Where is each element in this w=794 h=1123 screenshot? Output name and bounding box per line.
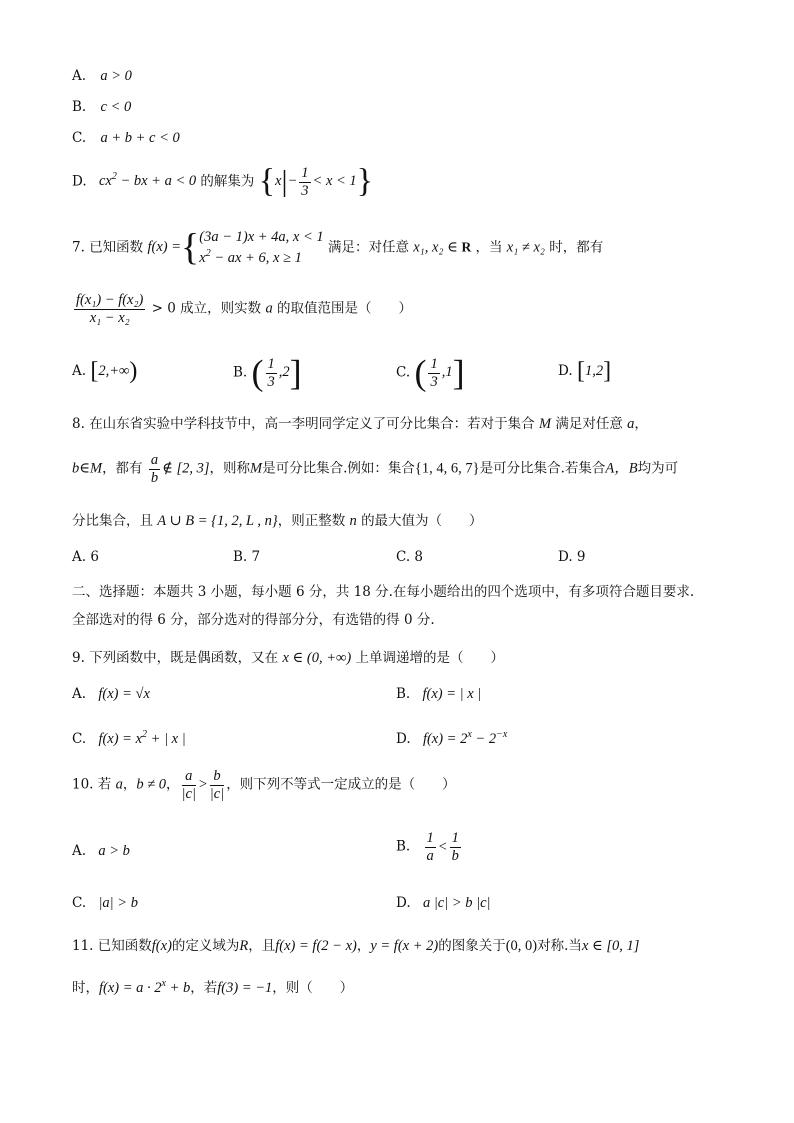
q10-option-b-expr: $\frac{1}{a}$ < $\frac{1}{b}$ <box>426 830 459 864</box>
q7-stem-line1 <box>72 226 603 270</box>
q8-text-2g: 均为可 <box>637 460 679 477</box>
q11-range: x ∈ [0, 1] <box>581 938 640 954</box>
q7-stem-text-6: 的取值范围是（ ） <box>277 300 412 317</box>
q10-option-d-expr: a |c| > b |c| <box>422 895 491 911</box>
q11-stem-line1 <box>72 934 639 955</box>
q10-text-b: ，则下列不等式一定成立的是（ ） <box>226 776 456 793</box>
q10-option-a <box>72 843 130 860</box>
q10-frac-1: $\frac{a}{|c|}$ <box>181 768 196 802</box>
q6-option-c <box>72 130 180 147</box>
q9-option-b <box>396 686 481 703</box>
q10-stem <box>72 768 456 802</box>
q8-var-n: n <box>349 513 357 529</box>
q8-text-1c: ， <box>634 416 648 432</box>
q8-example-set: {1, 4, 6, 7} <box>414 460 480 477</box>
q11-text-e: 的图象关于 <box>438 938 506 954</box>
q7-option-b-label: B. <box>233 364 248 381</box>
q9-interval: x ∈ (0, +∞) <box>282 650 352 666</box>
q11-text-d: ， <box>356 938 371 954</box>
q7-option-b <box>233 352 302 394</box>
q7-number: 7. <box>72 239 85 256</box>
q11-text-a: 已知函数 <box>97 938 152 954</box>
q6-option-d-text: 的解集为 <box>200 173 255 190</box>
q8-sets-ab: A，B <box>605 460 638 477</box>
q10-option-d-label: D. <box>396 895 411 911</box>
q11-stem-line2 <box>72 976 353 997</box>
q10-frac-2: $\frac{b}{|c|}$ <box>209 768 225 802</box>
q10-option-c <box>72 895 138 912</box>
q8-text-3b: ，则正整数 <box>277 513 346 529</box>
q7-option-c-label: C. <box>396 364 411 381</box>
q8-stem-line2 <box>72 452 678 486</box>
q8-fraction: $\frac{a}{b}$ <box>150 452 159 486</box>
q10-b-ne-0: b ≠ 0 <box>136 776 167 793</box>
q7-reals: R <box>461 239 472 255</box>
q10-option-b-label: B. <box>396 838 411 855</box>
q6-option-c-label: C. <box>72 130 87 146</box>
q6-option-d-label: D. <box>72 173 87 190</box>
q10-option-a-label: A. <box>72 843 87 859</box>
q9-option-d <box>396 729 507 748</box>
q9-option-c-label: C. <box>72 731 87 747</box>
q10-option-a-expr: a > b <box>98 843 130 859</box>
q8-text-2b: ，都有 <box>102 460 143 477</box>
q6-option-a-label: A. <box>72 68 87 84</box>
q6-option-b-label: B. <box>72 99 87 115</box>
q7-option-d-expr: [1,2] <box>576 358 612 384</box>
section2-heading-1: 二、选择题：本题共 3 小题，每小题 6 分，共 18 分.在每小题给出的四个选项中，有多项符合题目要求. <box>72 584 695 600</box>
q8-stem-line1 <box>72 412 648 433</box>
q6-option-b-expr: c < 0 <box>100 99 132 115</box>
q7-condition: x₁ ≠ x₂ <box>506 239 545 256</box>
q9-option-c <box>72 729 186 748</box>
q6-option-c-expr: a + b + c < 0 <box>100 130 180 146</box>
q7-stem-line2 <box>72 292 412 326</box>
q7-option-a <box>72 358 137 385</box>
q7-var-a: a <box>265 300 273 317</box>
q11-text-2a: 时， <box>72 980 99 996</box>
q9-option-d-expr: $f(x) = 2^x - 2^{-x}$ <box>422 729 508 747</box>
q11-text-2c: ，则（ ） <box>272 980 354 996</box>
q9-option-a-label: A. <box>72 686 87 702</box>
q11-eq-1: f(x) = f(2 − x) <box>275 938 357 954</box>
q9-option-a <box>72 686 150 703</box>
q8-b-in-m: b∈M <box>72 460 103 477</box>
q7-option-d <box>558 358 611 385</box>
q10-option-b <box>396 830 463 864</box>
q9-number: 9. <box>72 650 85 666</box>
q9-text-a: 下列函数中，既是偶函数，又在 <box>89 650 279 666</box>
q11-eq-3: $f(x) = a \cdot 2^x + b$ <box>99 978 191 996</box>
q7-stem-text-2: 满足：对任意 <box>327 239 409 256</box>
q11-text-c: ，且 <box>248 938 276 954</box>
q6-option-b <box>72 99 131 116</box>
q10-option-d <box>396 895 491 912</box>
q6-option-d-expr: $cx^2$ − bx + a < 0 <box>98 171 197 190</box>
q7-stem-text-5: > 0 成立，则实数 <box>151 300 262 317</box>
q7-stem-text-4: 时，都有 <box>549 239 604 256</box>
q8-text-1b: 满足对任意 <box>555 416 623 432</box>
q9-option-c-expr: $f(x) = x^2$ + | x | <box>98 729 186 747</box>
q11-point: (0, 0) <box>505 938 538 954</box>
q9-option-b-expr: f(x) = | x | <box>422 686 482 702</box>
q6-option-a <box>72 68 132 85</box>
q8-option-a: A. 6 <box>72 549 99 565</box>
q11-text-b: 的定义域为 <box>171 938 240 954</box>
q11-text-f: 对称.当 <box>537 938 582 954</box>
q10-option-c-label: C. <box>72 895 87 911</box>
q11-text-2b: ，若 <box>190 980 218 996</box>
q11-number: 11. <box>72 938 94 954</box>
q10-text-a: 若 <box>97 776 112 793</box>
q9-stem <box>72 646 504 667</box>
section2-heading-2: 全部选对的得 6 分，部分选对的得部分分，有选错的得 0 分. <box>72 612 435 628</box>
q11-reals: R <box>239 938 249 954</box>
q8-text-1: 在山东省实验中学科技节中，高一李明同学定义了可分比集合：若对于集合 <box>89 416 535 432</box>
q8-union: A ∪ B = {1, 2, L , n} <box>157 513 278 529</box>
q10-var-a: a <box>115 776 123 793</box>
q8-option-c: C. 8 <box>396 549 424 565</box>
q9-option-b-label: B. <box>396 686 411 702</box>
q7-option-b-expr: ( $\frac{1}{3}$ ,2] <box>251 353 302 393</box>
q11-fx: f(x) <box>151 938 172 954</box>
q8-var-a: a <box>627 416 635 432</box>
q8-var-m: M <box>538 416 552 432</box>
q11-eq-2: y = f(x + 2) <box>370 938 439 954</box>
q7-option-a-expr: [2,+∞) <box>90 358 138 384</box>
q9-text-b: 上单调递增的是（ ） <box>355 650 504 666</box>
q8-text-2d: ，则称 <box>209 460 251 477</box>
q8-option-b: B. 7 <box>233 549 261 565</box>
q7-option-d-label: D. <box>558 362 573 379</box>
q8-number: 8. <box>72 416 85 432</box>
q9-option-a-expr: f(x) = √x <box>98 686 150 702</box>
q9-option-d-label: D. <box>396 731 411 747</box>
q10-option-c-expr: |a| > b <box>98 895 138 911</box>
q7-fraction: $\frac{\text{f(x₁) − f(x₂)}}{\text{x₁ − x₂}}$ <box>76 292 144 326</box>
q8-text-2e: 是可分比集合.例如：集合 <box>262 460 415 477</box>
q8-var-m-2: M <box>250 460 263 477</box>
q10-comma-2: ， <box>166 776 180 793</box>
q10-gt: > <box>197 776 208 793</box>
q8-text-2f: 是可分比集合.若集合 <box>479 460 606 477</box>
q7-stem-text: 已知函数 <box>89 239 144 256</box>
q8-text-3c: 的最大值为（ ） <box>361 513 483 529</box>
q11-eq-4: f(3) = −1 <box>217 980 273 996</box>
q7-function: f(x) ={ (3a − 1)x + 4a, x < 1 $x^2$ − ax + 6, x ≥ 1 <box>147 227 324 269</box>
q7-stem-text-3: ，当 <box>475 239 503 256</box>
q6-option-d <box>72 163 373 201</box>
q7-option-c <box>396 352 465 394</box>
q8-stem-line3 <box>72 509 483 530</box>
q10-comma: ， <box>122 776 137 793</box>
q10-number: 10. <box>72 776 94 793</box>
q8-text-3a: 分比集合，且 <box>72 513 153 529</box>
q8-option-d: D. 9 <box>558 549 586 565</box>
q6-option-a-expr: a > 0 <box>100 68 132 84</box>
q7-option-c-expr: ( $\frac{1}{3}$ ,1] <box>414 353 465 393</box>
q8-not-in: ∉ [2, 3] <box>162 460 210 477</box>
q7-vars: x₁, x₂ ∈ <box>413 239 462 256</box>
q7-option-a-label: A. <box>72 362 87 379</box>
q6-option-d-set: {x|− $\frac{1}{3}$ < x < 1} <box>258 163 373 200</box>
